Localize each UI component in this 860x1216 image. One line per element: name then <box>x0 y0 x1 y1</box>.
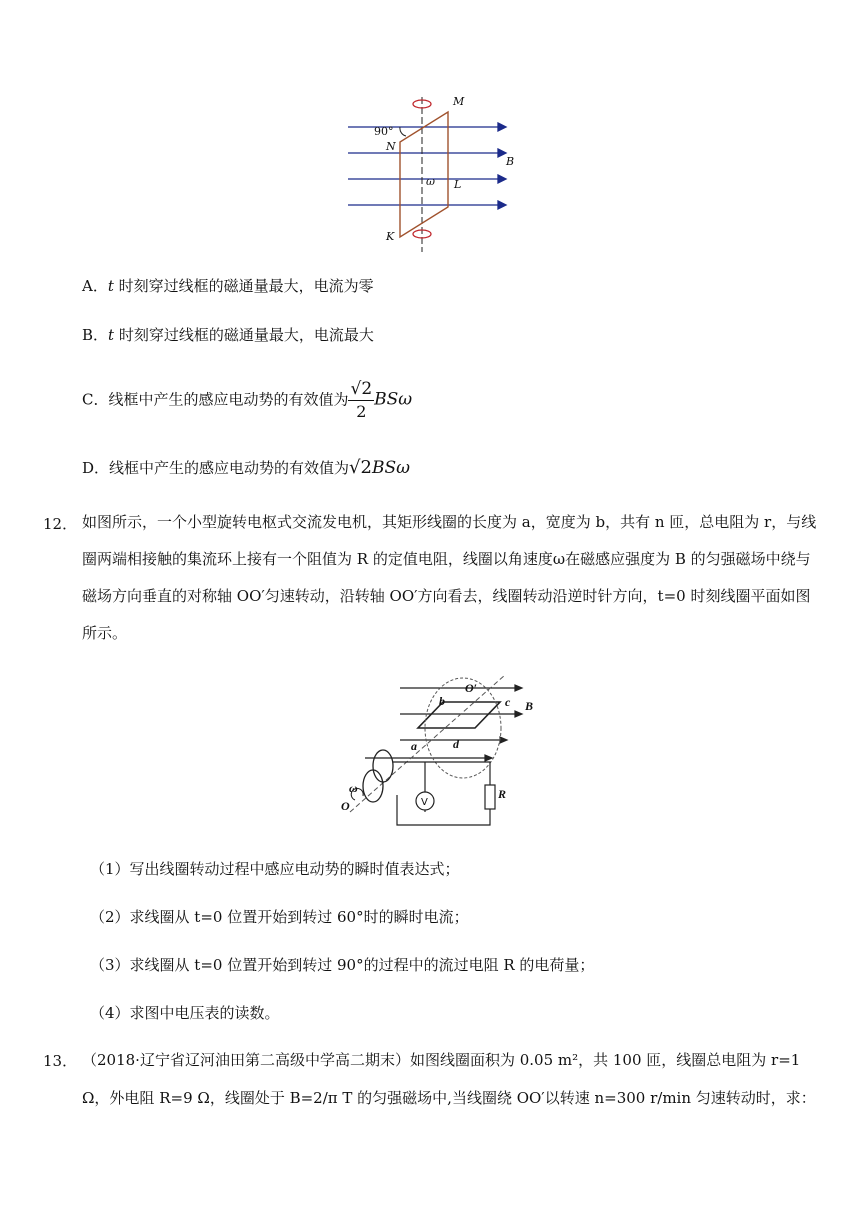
label-O: O <box>341 799 350 813</box>
option-d: D．线框中产生的感应电动势的有效值为√2BSω <box>82 457 410 478</box>
label-M: M <box>453 95 465 108</box>
label-omega2: ω <box>349 781 358 795</box>
label-L: L <box>454 178 462 191</box>
option-c: C．线框中产生的感应电动势的有效值为 $\frac{√2}{2}$ BSω <box>82 379 413 421</box>
label-O-prime: O′ <box>465 681 478 695</box>
label-b: b <box>439 694 445 708</box>
label-omega: ω <box>426 175 435 188</box>
figure-rotating-frame <box>340 92 520 257</box>
question-12-number: 12． <box>43 515 78 533</box>
question-12-sub3: （3）求线圈从 t=0 位置开始到转过 90°的过程中的流过电阻 R 的电荷量； <box>90 956 595 974</box>
question-13-number: 13． <box>43 1052 78 1070</box>
label-N: N <box>386 140 396 153</box>
fraction-sqrt2-over-2: $\frac{√2}{2}$ <box>350 379 373 421</box>
label-c: c <box>505 695 511 709</box>
question-13-text: （2018·辽宁省辽河油田第二高级中学高二期末）如图线圈面积为 0.05 m²，共 100 匝，线圈总电阻为 r=1 Ω，外电阻 R=9 Ω，线圈处于 B=2/π T 的匀强磁场中,当线圈绕 OO′以转速 n=300 r/min 匀速转动时，求： <box>82 1051 816 1107</box>
label-R: R <box>498 787 507 801</box>
label-a: a <box>411 739 417 753</box>
label-angle: 90° <box>374 125 394 138</box>
question-12-text: 如图所示，一个小型旋转电枢式交流发电机，其矩形线圈的长度为 a，宽度为 b，共有 n 匝，总电阻为 r，与线 圈两端相接触的集流环上接有一个阻值为 R 的定值电阻，线圈以角速度ω在磁感应强度为 B 的匀强磁场中绕与 磁场方向垂直的对称轴 OO′匀速转动，沿转轴 OO′方向看去，线圈转动沿逆时针方向，t=0 时刻线圈平面如图 所示。 <box>82 513 817 642</box>
question-12-sub4: （4）求图中电压表的读数。 <box>90 1004 280 1022</box>
figure-generator <box>335 670 545 830</box>
label-K: K <box>386 230 395 243</box>
question-12-sub1: （1）写出线圈转动过程中感应电动势的瞬时值表达式； <box>90 860 460 878</box>
label-B: B <box>506 155 515 168</box>
option-a: A．t 时刻穿过线框的磁通量最大，电流为零 <box>82 277 374 295</box>
question-12-sub2: （2）求线圈从 t=0 位置开始到转过 60°时的瞬时电流； <box>90 908 469 926</box>
option-b: B．t 时刻穿过线框的磁通量最大，电流最大 <box>82 326 374 344</box>
label-V: V <box>421 797 428 808</box>
label-d: d <box>453 737 459 751</box>
label-B2: B <box>525 699 534 713</box>
